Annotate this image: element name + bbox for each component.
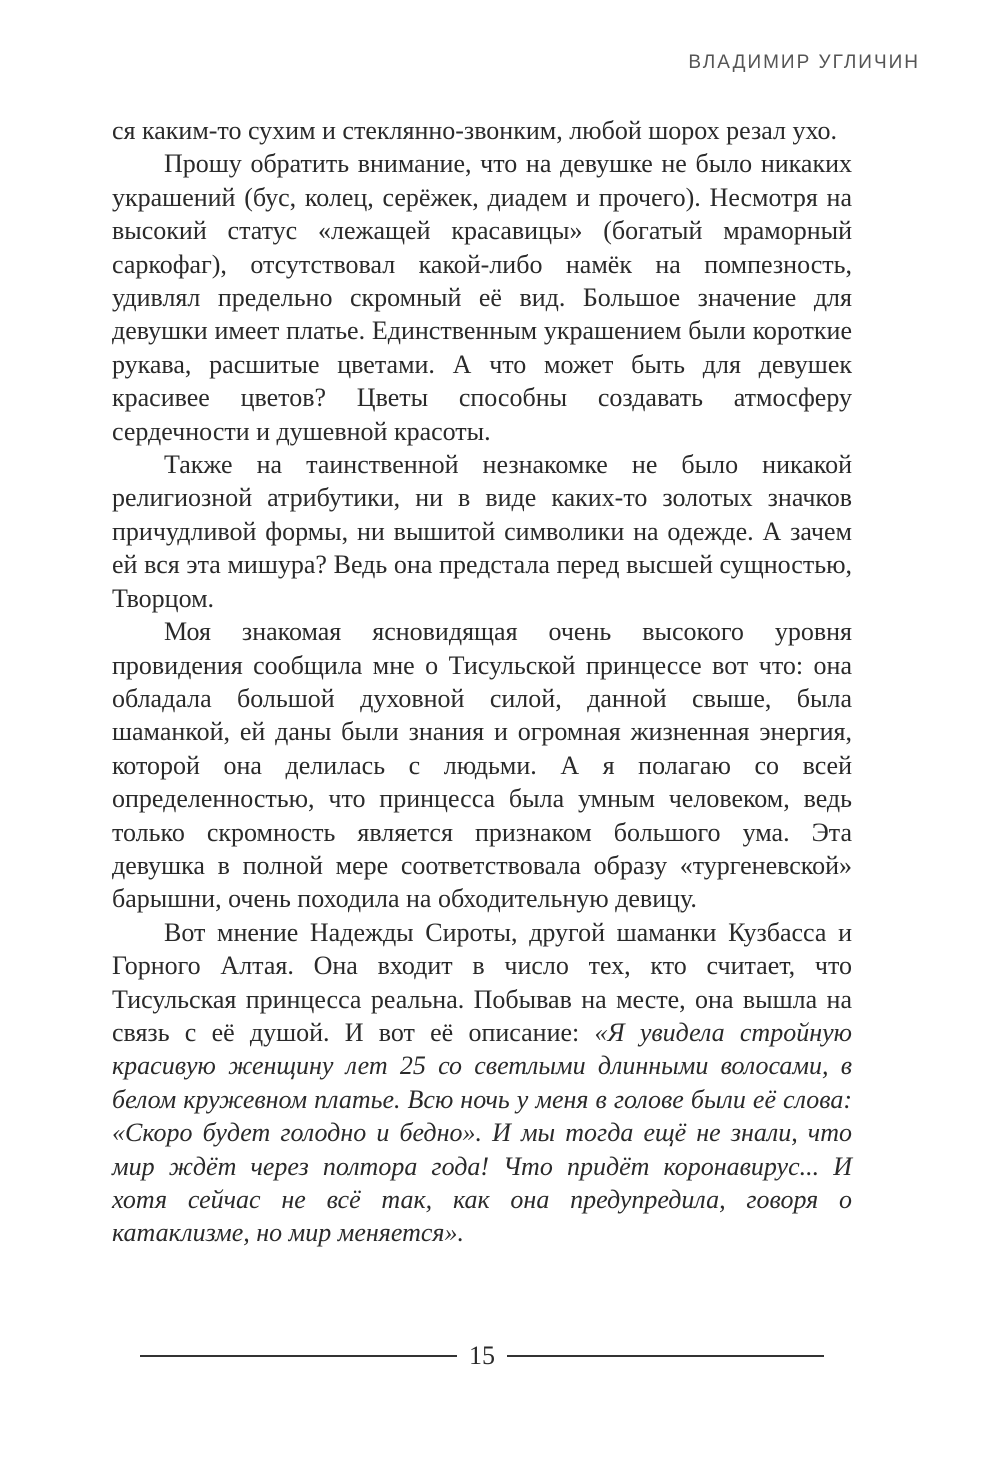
running-head: ВЛАДИМИР УГЛИЧИН bbox=[688, 52, 920, 73]
footer-rule-right bbox=[507, 1355, 824, 1357]
paragraph-5 bbox=[112, 916, 852, 1250]
page-number: 15 bbox=[469, 1341, 495, 1370]
footer-rule-left bbox=[140, 1355, 457, 1357]
paragraph-2: Прошу обратить внимание, что на девушке не было никаких украшений (бус, колец, серёжек, диадем и прочего). Несмотря на высокий статус «лежащей красавицы» (богатый мраморный саркофаг), отсутствовал какой-либо намёк на помпезность, удивлял предельно скромный её вид. Большое значение для девушки имеет платье. Единственным украшением были короткие рукава, расшитые цветами. А что может быть для девушек красивее цветов? Цветы способны создавать атмосферу сердечности и душевной красоты. bbox=[112, 149, 852, 446]
paragraph-4: Моя знакомая ясновидящая очень высокого уровня провидения сообщила мне о Тисульской принцессе вот что: она обладала большой духовной силой, данной свыше, была шаманкой, ей даны были знания и огромная жизненная энергия, которой она делилась с людьми. А я полагаю со всей определенностью, что принцесса была умным человеком, ведь только скромность является признаком большого ума. Эта девушка в полной мере соответствовала образу «тургеневской» барышни, очень походила на обходительную девицу. bbox=[112, 617, 852, 914]
paragraph-3: Также на таинственной незнакомке не было никакой религиозной атрибутики, ни в виде каких-то золотых значков причудливой формы, ни вышитой символики на одежде. А зачем ей вся эта мишура? Ведь она предстала перед высшей сущностью, Творцом. bbox=[112, 450, 852, 613]
paragraph-1: ся каким-то сухим и стеклянно-звонким, любой шорох резал ухо. bbox=[112, 116, 838, 145]
paragraph-5-quote: «Я увидела стройную красивую женщину лет 25 со светлыми длинными волосами, в белом кружевном платье. Всю ночь у меня в голове были её слова: «Скоро будет голодно и бедно». И мы тогда ещё не знали, что мир ждёт через полтора года! Что придёт коронавирус... И хотя сейчас не всё так, как она предупредила, говоря о катаклизме, но мир меняется». bbox=[112, 1017, 852, 1248]
paragraph-5-intro: Вот мнение Надежды Сироты, другой шаманки Кузбасса и Горного Алтая. Она входит в число тех, кто считает, что Тисульская принцесса реальна. Побывав на месте, она вышла на связь с её душой. И вот её описание: bbox=[112, 917, 852, 1047]
body-text bbox=[112, 114, 852, 1250]
page-footer bbox=[140, 1338, 824, 1374]
